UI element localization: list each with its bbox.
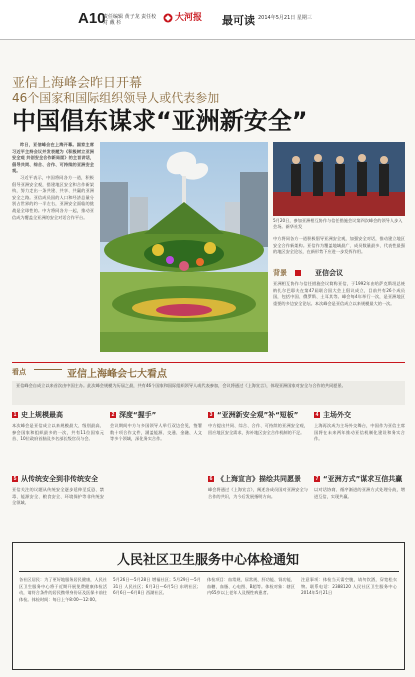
background-body: 亚洲相互协作与信任措施会议简称亚信，于1992年由哈萨克斯坦总统纳扎尔巴耶夫在第47届联合国大会上倡议成立，目前共有26个成员国，包括中国、俄罗斯、土耳其等。峰会每4年举行一次，是亚洲地区重要的多边安全论坛。本次峰会是亚信成立以来规模最大的一次。 — [273, 281, 405, 306]
point-body: 中方提出共同、综合、合作、可持续的亚洲安全观，回应地区安全需求，弥补地区安全合作机制的不足。 — [208, 423, 308, 435]
sculpture-photo — [100, 142, 268, 352]
photo-caption: 5月20日，参加亚洲相互协作与信任措施会议第四次峰会的领导人步入会场。新华社发 — [273, 218, 403, 230]
page-number: A10 — [78, 10, 106, 27]
point-title: 从传统安全到非传统安全 — [21, 475, 98, 483]
photo-image — [100, 142, 268, 352]
point-6 — [208, 474, 308, 539]
article-body: 习近平表示，中国将同各方一道，积极倡导亚洲安全观，搭建地区安全和合作新架构，努力走出一条共建、共享、共赢的亚洲安全之路。亚信成员国的人口和经济总量分别占世界的约一半左右，亚洲安全面临的挑战是全球性的。中方将同各方一起，推动亚信成为覆盖全亚洲的安全对话合作平台。 — [12, 174, 94, 220]
section-title: 亚信上海峰会七大看点 — [67, 369, 167, 380]
left-article-column — [12, 142, 94, 362]
summit-intro: 亚信峰会自成立以来首次由中国主办。此次峰会规模为历届之最，共有46个国家和国际组织领导人或代表参加，会议将通过《上海宣言》，体现亚洲国家对安全与合作的共同愿景。 — [12, 381, 405, 405]
main-headline: 中国倡东谋求“亚洲新安全” — [12, 107, 308, 135]
bullet-marker — [295, 270, 301, 276]
page-header — [0, 0, 415, 40]
point-title: “亚洲方式”谋求互信共赢 — [323, 475, 403, 483]
point-body: 本次峰会是亚信成立以来规模最大、级别最高、参会国家和组织最多的一次，共有11位国家元首、10位政府首脑及多名部长级官员与会。 — [12, 423, 104, 442]
article-lede: 昨日，亚信峰会在上海开幕。国家主席习近平主持会议并发表题为《积极树立亚洲安全观 共创安全合作新局面》的主旨讲话，倡导共同、综合、合作、可持续的亚洲安全观。 — [12, 142, 94, 174]
point-number: 2 — [111, 412, 115, 418]
newspaper-logo: 大河报 — [163, 10, 217, 26]
point-title: 深度“握手” — [119, 411, 157, 419]
point-7 — [314, 474, 405, 539]
photo-image — [273, 142, 405, 216]
divider-line — [34, 369, 62, 370]
notice-column-1: 各社区居民：为了更好地服务居民健康，人民社区卫生服务中心将于近期开展免费健康体检活动，请符合条件的居民携带身份证及医保卡前往体检。体检时间：每日上午8:00—12:00。 — [19, 577, 107, 602]
summit-section-header — [12, 362, 405, 378]
background-title: 亚信会议 — [315, 269, 343, 277]
notice-column-3: 体检项目：血常规、尿常规、肝功能、肾功能、血糖、血脂、心电图、B超等。体检对象：辖区内65岁以上老年人及慢性病患者。 — [207, 577, 295, 596]
point-number: 3 — [209, 412, 213, 418]
sub-headline: 46个国家和国际组织领导人或代表参加 — [12, 91, 220, 105]
point-number: 1 — [13, 412, 17, 418]
issue-date: 2014年5月21日 星期三 — [258, 15, 312, 21]
point-title: 史上规模最高 — [21, 411, 63, 419]
point-title: 主场外交 — [323, 411, 351, 419]
point-title: “亚洲新安全观”补“短板” — [217, 411, 299, 419]
point-title: 《上海宣言》描绘共同愿景 — [217, 475, 301, 483]
notice-column-4: 注意事项：体检当天需空腹，请勿饮酒，穿宽松衣物。联系电话：2388120 人民社区卫生服务中心 2014年5月21日 — [301, 577, 397, 596]
right-article-text: 中方将同各方一道积极倡导亚洲安全观，加强安全对话，推动建立地区安全合作新架构。亚信作为覆盖地域最广、成员数量最多、代表性最强的地区安全论坛，在新形势下应进一步发挥作用。 — [273, 236, 405, 255]
point-number: 5 — [13, 476, 17, 482]
point-number: 6 — [209, 476, 213, 482]
notice-divider — [19, 571, 399, 572]
point-3 — [208, 410, 308, 467]
section-kicker: 看点 — [12, 368, 26, 376]
point-5 — [12, 474, 104, 539]
leaders-photo — [273, 142, 405, 216]
point-body: 以对话协商、循序渐进的亚洲方式处理分歧，增进互信，实现共赢。 — [314, 487, 405, 499]
point-body: 亚信关注的议题从传统安全逐步延伸至反恐、禁毒、能源安全、粮食安全、环境保护等非传统安全领域。 — [12, 487, 104, 506]
kicker-headline: 亚信上海峰会昨日开幕 — [12, 76, 143, 91]
background-tag: 背景 — [273, 269, 287, 277]
point-number: 7 — [315, 476, 319, 482]
point-1 — [12, 410, 104, 467]
point-body: 峰会将通过《上海宣言》，阐述各成员国对亚洲安全与合作的共识，为今后发展指明方向。 — [208, 487, 308, 499]
point-2 — [110, 410, 202, 533]
point-4 — [314, 410, 405, 467]
notice-column-2: 5月26日—5月28日 增福社区；5月29日—5月31日 人民社区；6月3日—6月5日 东明社区；6月6日—6月8日 西湖社区。 — [113, 577, 201, 596]
point-number: 4 — [315, 412, 319, 418]
health-checkup-notice — [12, 542, 405, 670]
point-body: 会议期间中方与多国领导人举行双边会见，签署数十项合作文件，涵盖能源、交通、金融、人文等多个领域，深化务实合作。 — [110, 423, 202, 442]
points-grid — [12, 410, 405, 536]
point-body: 上海再次成为主场外交舞台，中国作为亚信主席国将在未来两年推动亚信机制化建设和务实合作。 — [314, 423, 405, 442]
background-box — [273, 268, 405, 354]
editor-info: 责任编辑 黄子龙 责任校对 戴 杉 — [103, 14, 157, 26]
notice-title: 人民社区卫生服务中心体检通知 — [116, 553, 299, 568]
column-title: 最可读 — [222, 14, 255, 27]
logo-emblem-icon — [163, 13, 173, 23]
